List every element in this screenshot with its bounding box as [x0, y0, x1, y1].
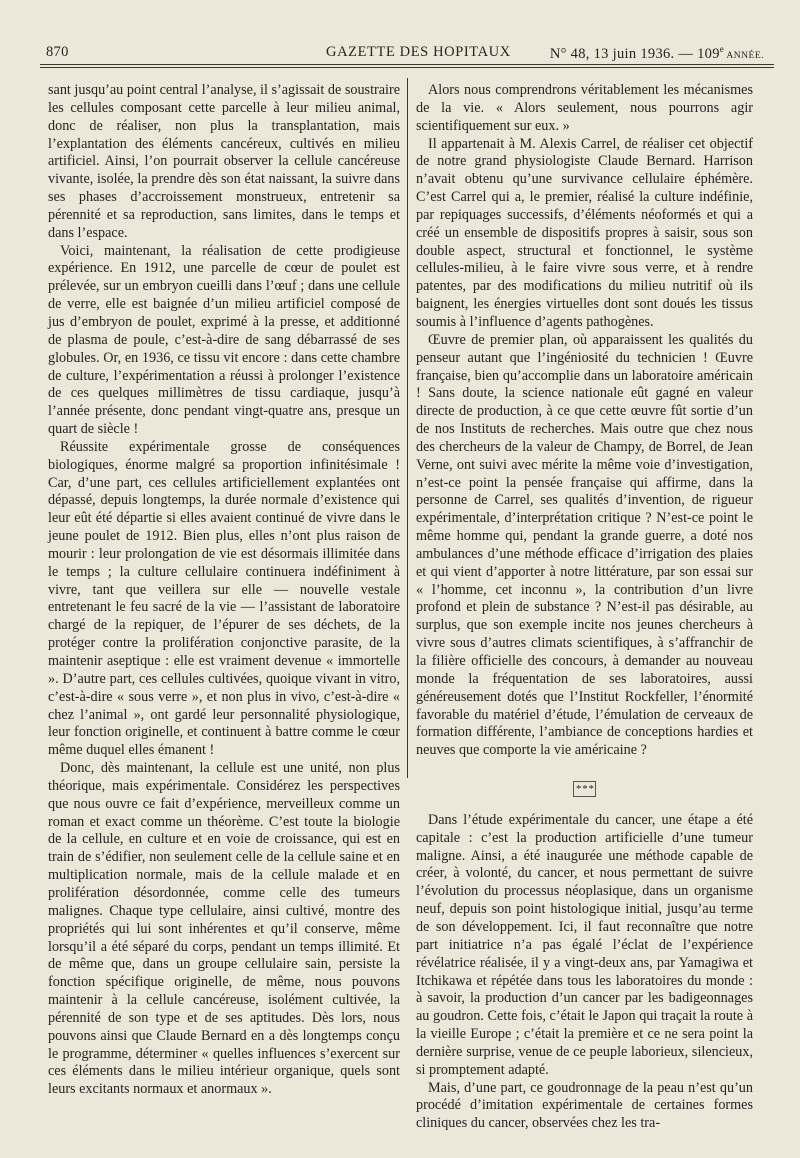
section-separator — [416, 780, 753, 798]
running-header — [40, 44, 772, 66]
issue-suffix: ANNÉE. — [724, 50, 764, 61]
paragraph: Dans l’étude expérimentale du cancer, une étape a été capitale : c’est la production artificielle d’une tumeur maligne. Ainsi, a été inaugurée une méthode capable de créer, à volonté, du cancer, et nous permettant de suivre l’évolution du processus néoplasique, dans un organisme neuf, depuis son point histologique initial, jusqu’au terme de son développement. Ici, il faut reconnaître que notre part initiatrice n’a pas égalé l’éclat de l’expérience révélatrice réalisée, il y a vingt-deux ans, par Yamagiwa et Itchikawa et répétée dans tous les laboratoires du monde : à savoir, la production d’un cancer par les badigeonnages au goudron. Cette fois, c’était le Japon qui traçait la route à la vieille Europe ; c’était la première et ce ne sera point la dernière surprise, venue de ce peuple laborieux, silencieux, si promptement adapté. — [416, 811, 753, 1078]
paragraph: Œuvre de premier plan, où apparaissent les qualités du penseur autant que l’ingéniosité du technicien ! Œuvre française, bien qu’accomplie dans un laboratoire américain ! Sans doute, la science nationale eût gagné en valeur directe de production, à ce que cette œuvre fût sortie d’un de nos Instituts de recherches. Mais outre que chez nous des chercheurs de la valeur de Champy, de Borrel, de Jean Verne, ont suivi avec mérite la même voie d’investigation, n’est-ce point la pensée française qui affirme, dans la personne de Carrel, ses qualités d’invention, de rigueur expérimentale, d’interprétation critique ? N’est-ce point le même homme qui, pendant la grande guerre, a doté nos ambulances d’une méthode efficace d’irrigation des plaies et qui vient d’apporter à notre littérature, par son essai sur « l’homme, cet inconnu », la contribution d’un livre profond et plein de substance ? N’est-il pas désirable, au surplus, que son exemple incite nos jeunes chercheurs à vivre sous d’autres climats scientifiques, à s’affranchir de la filière officielle des concours, à demander au nouveau monde la fréquentation de ses laboratoires, aussi généreusement dotés que l’Institut Rockfeller, l’énormité favorable du matériel d’étude, l’émulation de cerveaux de formation différente, l’ambiance de conceptions hardies et neuves que comporte la vie américaine ? — [416, 331, 753, 759]
header-rule-bottom — [40, 67, 774, 68]
issue-info — [550, 44, 764, 63]
paragraph: sant jusqu’au point central l’analyse, il s’agissait de soustraire les cellules composant cette parcelle à leur milieu animal, donc de réaliser, non plus la transplantation, mais l’explantation des éléments cancéreux, cultivés en milieu artificiel. Ainsi, l’on pourrait observer la cellule cancéreuse vivante, isolée, la prendre dès son état naissant, la suivre dans ses phases d’accroissement monstrueux, entretenir sa pérennité et sa reproduction, sans limites, dans le temps et dans l’espace. — [48, 82, 400, 241]
right-column — [416, 82, 753, 1133]
column-divider — [407, 78, 408, 778]
journal-title: GAZETTE DES HOPITAUX — [326, 44, 511, 60]
issue-sup: e — [719, 44, 725, 54]
paragraph: Donc, dès maintenant, la cellule est une unité, non plus théorique, mais expérimentale. Considérez les perspectives que nous ouvre ce fait d’expérience, merveilleux comme un roman et exact comme un théorème. C’est toute la biologie de la cellule, en culture et en voie de croissance, qui est en train de s’édifier, non seulement celle de la cellule saine et en multiplication normale, mais de la cellule malade et en prolifération désordonnée, comme celle des tumeurs malignes. Chaque type cellulaire, ainsi cultivé, montre des propriétés qui lui sont inhérentes et qu’il conserve, même lorsqu’il a été séparé du corps, pendant un temps illimité. Et de même que, dans un groupe cellulaire sain, persiste la fonction spécifique originelle, de même, nous pouvons maintenir à la cellule cancéreuse, isolément cultivée, la pérennité de son type et de ses aptitudes. Dès lors, nous pouvons ainsi que Claude Bernard en a dès longtemps conçu le programme, déterminer « quelles influences s’exercent sur ces éléments dans le milieu intérieur organique, quels sont leurs excitants normaux et anormaux ». — [48, 760, 400, 1098]
paragraph: Mais, d’une part, ce goudronnage de la peau n’est qu’un procédé d’imitation expérimentale de certaines formes cliniques du cancer, observées chez les tra- — [416, 1079, 753, 1132]
paragraph: Alors nous comprendrons véritablement les mécanismes de la vie. « Alors seulement, nous pourrons agir scientifiquement sur eux. » — [416, 82, 753, 134]
page-number: 870 — [46, 44, 69, 60]
paragraph: Réussite expérimentale grosse de conséquences biologiques, énorme malgré sa proportion infinitésimale ! Car, d’une part, ces cellules artificiellement explantées ont dépassé, depuis longtemps, la durée normale d’existence qui leur eût été départie si elles avaient continué de vivre dans le jeune poulet de 1912. Bien plus, elles n’ont plus raison de mourir : leur prolongation de vie est désormais illimitée dans le temps ; la culture cellulaire continuera indéfiniment à vivre, tant que veillera sur elle — nouvelle vestale entretenant le feu sacré de la vie — l’assistant de laboratoire chargé de la repiquer, de l’épurer de ses déchets, de la protéger contre la prolifération conjonctive parasite, de la maintenir aseptique : elle est vraiment devenue « immortelle ». D’autre part, ces cellules cultivées, quoique vivant in vitro, c’est-à-dire « sous verre », et non plus in vivo, c’est-à-dire « chez l’animal », ont gardé leur personnalité physiologique, leur fonction originelle, et continuent à battre comme le cœur même duquel elles émanent ! — [48, 438, 400, 759]
separator-mark: * * * — [573, 781, 596, 797]
issue-text: N° 48, 13 juin 1936. — 109 — [549, 45, 720, 62]
paragraph: Voici, maintenant, la réalisation de cette prodigieuse expérience. En 1912, une parcelle de cœur de poulet est prélevée, sur un embryon cueilli dans l’œuf ; dans une cellule de verre, elle est baignée d’un milieu artificiel composé de jus d’embryon de poulet, exprimé à la presse, et additionné de plasma de poule, c’est-à-dire de sang débarrassé de ses globules. Or, en 1936, ce tissu vit encore : dans cette chambre de culture, l’expérimentation a réussi à prolonger l’existence de ces quelques millimètres de tissu cardiaque, jusqu’à l’année présente, donc pendant vingt-quatre ans, presque un quart de siècle ! — [48, 242, 400, 438]
left-column — [48, 82, 400, 1099]
header-rule-top — [40, 64, 774, 65]
paragraph: Il appartenait à M. Alexis Carrel, de réaliser cet objectif de notre grand physiologiste Claude Bernard. Harrison n’avait obtenu qu’une survivance cellulaire éphémère. C’est Carrel qui a, le premier, réalisé la culture indéfinie, par repiquages successifs, d’éléments néoformés et qui a créé un ensemble de dispositifs propres à saisir, sous son double aspect, structural et fonctionnel, le système cellules-milieu, à le faire vivre sous verre, et à rendre patentes, par des modifications du milieu nutritif où ils baignent, les énergies virtuelles dont sont doués les tissus soumis à l’influence d’agents pathogènes. — [416, 135, 753, 330]
